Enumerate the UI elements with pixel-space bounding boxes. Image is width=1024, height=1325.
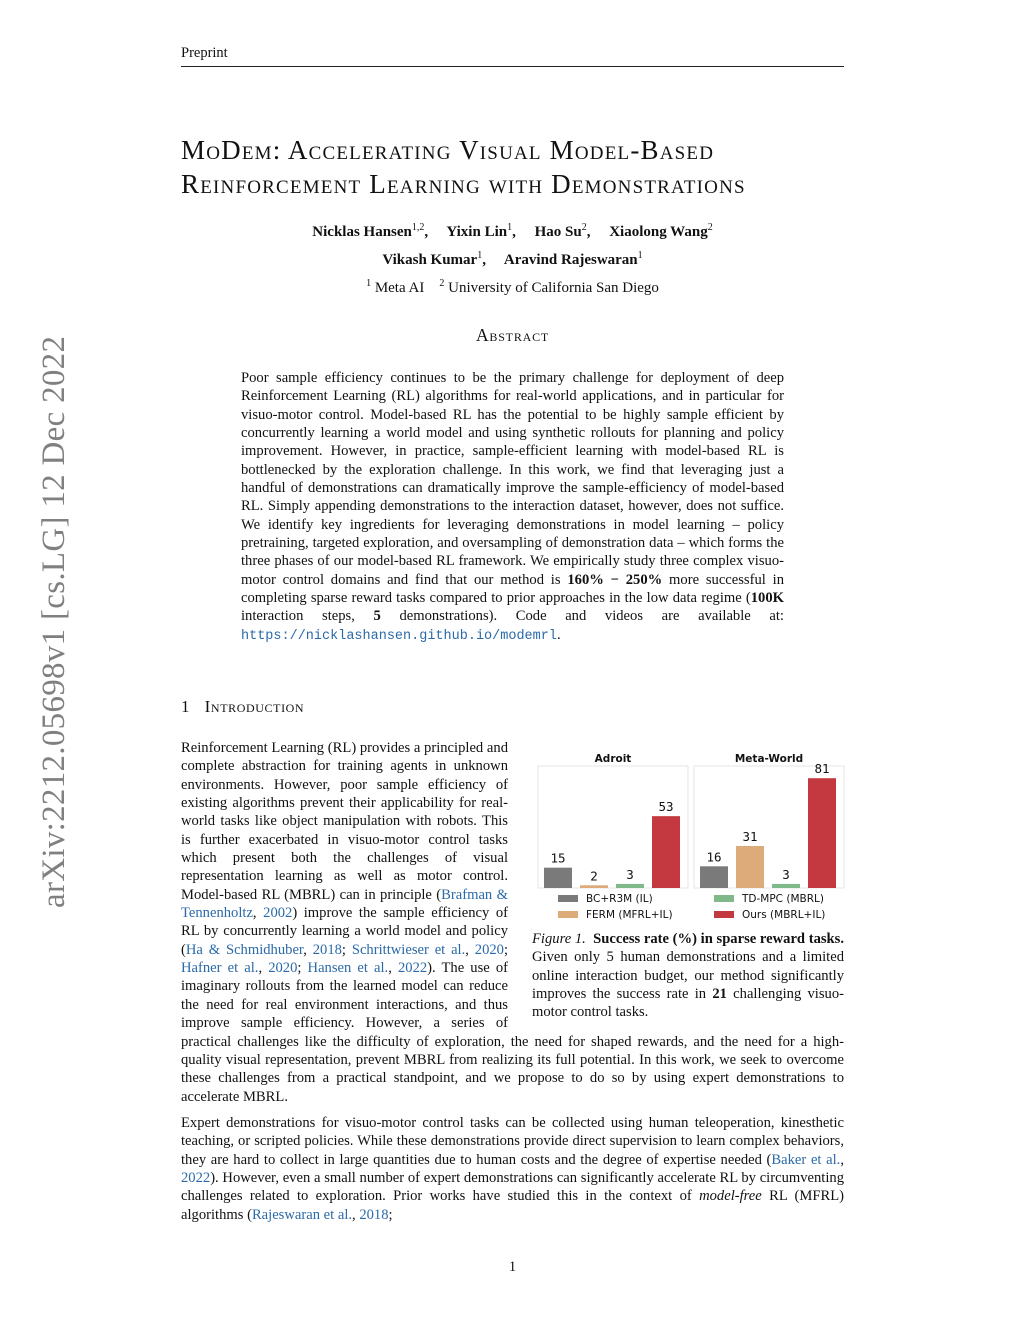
chart-bar: [652, 816, 680, 888]
abstract-text: more successful in completing sparse reward tasks compared to prior approaches in the low data regime (: [241, 571, 784, 607]
abstract-body: [241, 369, 784, 646]
project-url-link[interactable]: https://nicklashansen.github.io/modemrl: [241, 628, 557, 644]
chart-panel-title: Adroit: [594, 753, 632, 765]
author-name: Aravind Rajeswaran: [503, 252, 638, 268]
author-affil: 1: [477, 250, 483, 261]
caption-bold-number: 21: [712, 986, 727, 1003]
author-affil: 2: [707, 222, 713, 233]
paragraph-text: ). However, even a small number of expert demonstrations can significantly accelerate RL by circumventing challenges related to exploration. Prior works have studied this in the context of: [181, 1170, 844, 1205]
chart-legend-swatch: [558, 911, 578, 918]
paragraph-text: ) improve the sample efficiency of RL by concurrently learning a world model and policy (: [181, 905, 508, 958]
figure-1-caption: [532, 930, 844, 1022]
author-affil: 2: [581, 222, 587, 233]
chart-bar: [544, 868, 572, 888]
authors-line1: Nicklas Hansen$^{1,2}$, Yixin Lin$^1$, Hao Su$^2$, Xiaolong Wang$^2$: [312, 222, 713, 240]
abstract-bold-range: 160% − 250%: [567, 571, 663, 588]
abstract-text: Poor sample efficiency continues to be the primary challenge for deployment of deep Reinforcement Learning (RL) algorithms for real-world applications, and in particular for visuo-motor control. Model-based RL has the potential to be highly sample efficient by concurrently learning a world model and using synthetic rollouts for planning and policy improvement. However, in practice, sample-efficient learning with model-based RL is bottlenecked by the exploration challenge. In this work, we find that leveraging just a handful of demonstrations can dramatically improve the sample-efficiency of model-based RL. Simply appending demonstrations to the interaction dataset, however, does not suffice. We identify key ingredients for leveraging demonstrations in model learning – policy pretraining, targeted exploration, and oversampling of demonstration data – which forms the three phases of our model-based RL framework. We empirically study three complex visuo-motor control domains and find that our method is: [241, 370, 784, 588]
intro-paragraph-2: Expert demonstrations for visuo-motor control tasks can be collected using human teleoperation, kinesthetic teaching, or scripted policies. While these demonstrations provide direct supervision to learn complex behaviors, they are hard to collect in large quantities due to human costs and the degree of expertise needed (Baker et al., 2022). However, even a small number of expert demonstrations can significantly accelerate RL by circumventing challenges related to exploration. Prior works have studied this in the context of model-free RL (MFRL) algorithms (Rajeswaran et al., 2018;: [181, 1115, 844, 1223]
author-affil: 1: [507, 222, 513, 233]
emphasis-text: model-free: [699, 1188, 762, 1205]
citation-year-link[interactable]: 2018: [359, 1206, 389, 1223]
paragraph-text: ;: [388, 1206, 393, 1223]
chart-data-label: 3: [782, 866, 790, 882]
paragraph-text: Reinforcement Learning (RL) provides a principled and complete abstraction for training agents in unknown environments. However, poor sample efficiency of existing algorithms prevent their applicability for real-world tasks like object manipulation with robots. This is further exacerbated in visuo-motor control tasks which present both the challenges of visual representation learning as well as motor control. Model-based RL (MBRL) can in principle (: [181, 740, 508, 903]
affil-marker: 2: [439, 278, 445, 289]
chart-legend-swatch: [714, 895, 734, 902]
citation-link[interactable]: Brafman & Tennenholtz: [181, 886, 508, 922]
intro-paragraph-1: Reinforcement Learning (RL) provides a principled and complete abstraction for training agents in unknown environments. However, poor sample efficiency of existing algorithms prevent their applicability for real-world tasks like object manipulation with robots. This is further exacerbated in visuo-motor control tasks which present both the challenges of visual representation learning as well as motor control. Model-based RL (MBRL) can in principle (Brafman & Tennenholtz, 2002) improve the sample efficiency of RL by concurrently learning a world model and policy (Ha & Schmidhuber, 2018; Schrittwieser et al., 2020; Hafner et al., 2020; Hansen et al., 2022). The use of imaginary rollouts from the learned model can reduce the need for real environment interactions, and thus improve sample efficiency. However, a series of practical challenges like the difficulty of exploration, the need for shaped rewards, and the need for a high-quality visual representation, prevent MBRL from realizing its full potential. In this work, we seek to overcome these challenges from a practical standpoint, and we propose to do so by using expert demonstrations to accelerate MBRL.: [181, 740, 844, 1105]
title-line2-text: Reinforcement Learning with Demonstrations: [181, 169, 746, 199]
citation-year-link[interactable]: 2020: [268, 960, 298, 977]
chart-data-label: 3: [626, 866, 634, 882]
author-name: Xiaolong Wang: [609, 224, 708, 240]
chart-legend-label: Ours (MBRL+IL): [742, 909, 826, 921]
abstract-text: interaction steps,: [241, 608, 374, 625]
author-name: Yixin Lin: [446, 224, 508, 240]
citation-link[interactable]: Ha & Schmidhuber: [185, 941, 304, 958]
chart-legend-swatch: [558, 895, 578, 902]
citation-link[interactable]: Hansen et al.: [307, 960, 389, 977]
citation-year-link[interactable]: 2002: [263, 905, 293, 922]
paragraph-text: ). The use of imaginary rollouts from the learned model can reduce the need for real environment interactions, and thus improve sample efficiency. However, a series of practical challenges like the difficulty of exploration, the need for shaped rewards, and the need for a high-quality visual representation, prevent MBRL from realizing its full potential. In this work, we seek to overcome these challenges from a practical standpoint, and we propose to do so by using expert demonstrations to accelerate MBRL.: [181, 960, 844, 1105]
citation-link[interactable]: Hafner et al.: [181, 960, 259, 977]
caption-label: Figure 1.: [532, 931, 586, 947]
chart-data-label: 53: [658, 799, 674, 815]
chart-bar: [580, 885, 608, 888]
arxiv-identifier: arXiv:2212.05698v1 [cs.LG] 12 Dec 2022: [36, 335, 72, 908]
paragraph-text: RL (MFRL) algorithms (: [181, 1188, 844, 1223]
authors-line2: Vikash Kumar$^1$, Aravind Rajeswaran$^1$: [382, 250, 643, 268]
caption-text: Given only 5 human demonstrations and a limited online interaction budget, our method significantly improves the success rate in: [532, 949, 844, 1003]
affil-name: University of California San Diego: [448, 280, 659, 296]
chart-data-label: 15: [550, 850, 566, 866]
chart-data-label: 81: [814, 761, 830, 777]
abstract-period: .: [556, 626, 561, 643]
citation-link[interactable]: Schrittwieser et al.: [351, 941, 466, 958]
affil-marker: 1: [366, 278, 372, 289]
section-heading-introduction: [181, 697, 304, 717]
caption-bold: Success rate (%) in sparse reward tasks.: [593, 931, 844, 947]
chart-bar: [772, 884, 800, 888]
chart-panel-title: Meta-World: [734, 753, 804, 765]
chart-legend-label: FERM (MFRL+IL): [586, 909, 673, 921]
abstract-text: demonstrations). Code and videos are available at:: [380, 608, 784, 625]
citation-year-link[interactable]: 2018: [312, 941, 342, 958]
chart-data-label: 16: [706, 849, 722, 865]
caption-text: challenging visuo-motor control tasks.: [532, 986, 844, 1021]
section-title: Introduction: [204, 697, 305, 716]
affil-name: Meta AI: [374, 280, 425, 296]
chart-bar: [700, 866, 728, 888]
running-header: Preprint: [181, 45, 228, 61]
figure-1-bar-chart: [532, 748, 847, 928]
author-affil: 1,2: [411, 222, 425, 233]
citation-year-link[interactable]: 2022: [397, 960, 428, 977]
paper-title-line2: [181, 167, 861, 201]
chart-bar: [616, 884, 644, 888]
title-line1-text: MoDem: Accelerating Visual Model-Based: [181, 135, 715, 165]
chart-data-label: 31: [742, 828, 758, 844]
chart-legend-swatch: [714, 911, 734, 918]
paragraph-text: Expert demonstrations for visuo-motor control tasks can be collected using human teleoperation, kinesthetic teaching, or scripted policies. While these demonstrations provide direct supervision to learn complex behaviors, they are hard to collect in large quantities due to human costs and the degree of expertise needed (: [181, 1115, 844, 1168]
author-name: Hao Su: [534, 224, 582, 240]
author-name: Nicklas Hansen: [312, 224, 412, 240]
header-rule: [181, 66, 844, 67]
author-affil: 1: [637, 250, 643, 261]
abstract-bold-demos: 5: [373, 608, 381, 625]
chart-bar: [736, 846, 764, 888]
abstract-heading: Abstract: [475, 325, 550, 345]
abstract-bold-steps: 100K: [750, 590, 784, 607]
citation-year-link[interactable]: 2020: [474, 941, 504, 958]
chart-bar: [808, 778, 836, 888]
section-number: 1: [181, 697, 191, 716]
chart-legend-label: TD-MPC (MBRL): [742, 893, 824, 905]
chart-data-label: 2: [590, 868, 598, 884]
page-number: 1: [508, 1259, 517, 1275]
paper-title-line1: [181, 133, 861, 167]
affiliations: [181, 278, 844, 297]
citation-link[interactable]: Rajeswaran et al.: [251, 1206, 353, 1223]
chart-legend-label: BC+R3M (IL): [586, 893, 653, 905]
author-name: Vikash Kumar: [382, 252, 478, 268]
citation-link[interactable]: Baker et al.: [771, 1151, 841, 1168]
citation-year-link[interactable]: 2022: [181, 1170, 211, 1187]
